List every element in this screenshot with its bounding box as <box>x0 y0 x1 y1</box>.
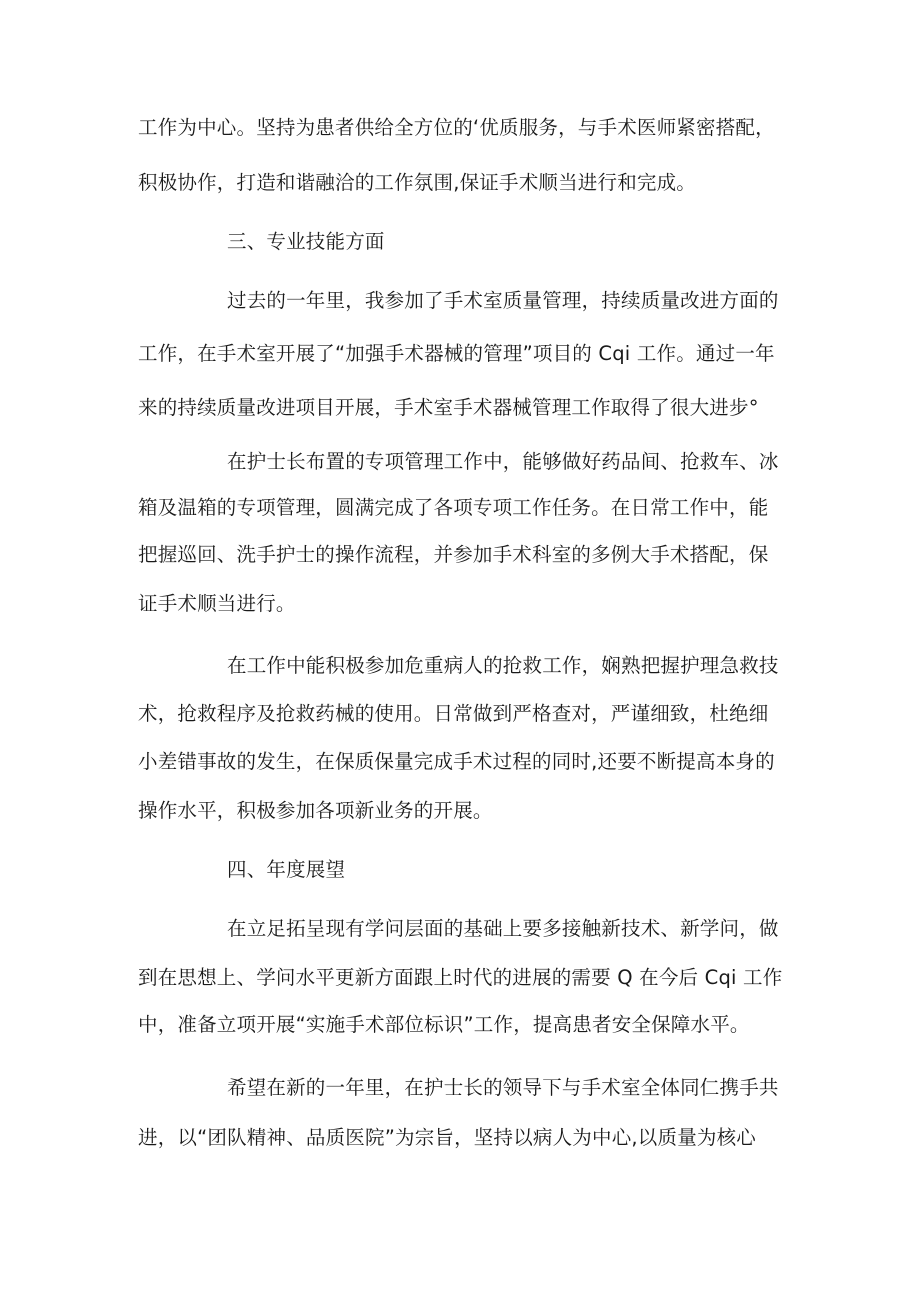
paragraph-line: 来的持续质量改进项目开展，手术室手术器械管理工作取得了很大进步° <box>138 396 759 419</box>
paragraph-line: 到在思想上、学问水平更新方面跟上时代的进展的需要 Q 在今后 Cqi 工作 <box>138 966 783 989</box>
paragraph-line: 工作，在手术室开展了“加强手术器械的管理”项目的 Cqi 工作。通过一年 <box>138 342 775 365</box>
paragraph-line: 把握巡回、洗手护士的操作流程，并参加手术科室的多例大手术搭配，保 <box>138 543 769 566</box>
paragraph-line: 中，准备立项开展“实施手术部位标识”工作，提高患者安全保障水平。 <box>138 1013 750 1036</box>
paragraph-line: 证手术顺当进行。 <box>138 592 296 615</box>
paragraph-line: 在护士长布置的专项管理工作中，能够做好药品间、抢救车、冰 <box>227 450 779 473</box>
paragraph-line: 过去的一年里，我参加了手术室质量管理，持续质量改进方面的 <box>227 289 779 312</box>
paragraph-line: 工作为中心。坚持为患者供给全方位的‘优质服务，与手术医师紧密搭配， <box>138 116 775 139</box>
paragraph-line: 积极协作，打造和谐融洽的工作氛围,保证手术顺当进行和完成。 <box>138 171 696 194</box>
paragraph-line: 进，以“团队精神、品质医院”为宗旨，坚持以病人为中心,以质量为核心 <box>138 1126 757 1149</box>
section-heading: 四、年度展望 <box>227 858 346 881</box>
paragraph-line: 希望在新的一年里，在护士长的领导下与手术室全体同仁携手共 <box>227 1076 779 1099</box>
paragraph-line: 在工作中能积极参加危重病人的抢救工作，娴熟把握护理急救技 <box>227 654 779 677</box>
paragraph-line: 术，抢救程序及抢救药械的使用。日常做到严格查对，严谨细致，杜绝细 <box>138 702 769 725</box>
paragraph-line: 箱及温箱的专项管理，圆满完成了各项专项工作任务。在日常工作中，能 <box>138 496 769 519</box>
paragraph-line: 小差错事故的发生，在保质保量完成手术过程的同时,还要不断提高本身的 <box>138 750 775 773</box>
section-heading: 三、专业技能方面 <box>227 230 385 253</box>
paragraph-line: 在立足拓呈现有学问层面的基础上要多接触新技术、新学问，做 <box>227 917 779 940</box>
paragraph-line: 操作水平，积极参加各项新业务的开展。 <box>138 799 493 822</box>
